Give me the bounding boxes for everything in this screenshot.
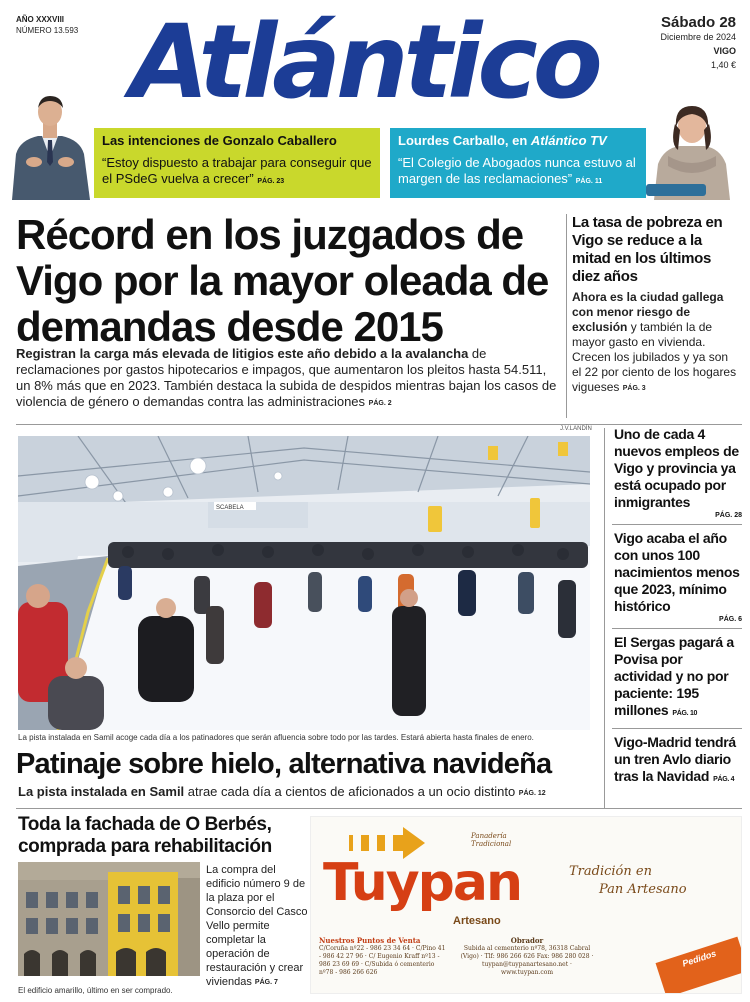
promo-carballo[interactable] [390,128,654,198]
tuypan-advertisement[interactable] [310,816,742,994]
side-divider [604,428,605,808]
lead-page: PÁG. 2 [368,400,392,407]
side-divider-1 [612,524,742,525]
section-divider [16,424,742,425]
year-label: AÑO XXXVIII [16,15,65,24]
tuypan-logo [319,827,549,937]
side-divider-2 [612,628,742,629]
promo-left-quote: “Estoy dispuesto a trabajar para conseguir que el PSdeG vuelva a crecer” PÁG. 23 [102,155,372,186]
side-story-empleos[interactable]: Uno de cada 4 nuevos empleos de Vigo y provincia ya está ocupado por inmigrantes PÁG. 28 [614,426,742,519]
edition-city: VIGO [713,46,736,56]
promo-right-heading: Lourdes Carballo, en Atlántico TV [398,133,607,148]
lead-headline[interactable]: Récord en los juzgados de Vigo por la mayor oleada de demandas desde 2015 [16,211,549,350]
ad-brand-sub: Artesano [453,915,501,927]
carballo-portrait [646,100,738,200]
ad-slogan: Tradición en Pan Artesano [569,864,687,897]
atlantico-tv-label: Atlántico TV [530,133,607,148]
ad-obrador: Obrador Subida al cementerio nº78, 36318 Cabral (Vigo) · Tlf: 986 266 626 Fax: 986 280 028 · tuypan@tuypanartesano.net · www.tuypan.com [460,936,594,976]
berbes-building-photo[interactable] [18,862,200,976]
rink-sign: SCABELA [216,505,244,511]
promo-right-page: PÁG. 11 [575,178,603,185]
pobreza-story[interactable] [572,214,740,396]
edition-info [16,14,78,36]
column-divider [566,214,567,418]
ad-tagline: Panadería Tradicional [471,832,512,848]
promo-left-heading: Las intenciones de Gonzalo Caballero [102,133,337,148]
ice-rink-photo[interactable] [18,436,590,730]
skating-page: PÁG. 12 [518,790,546,797]
photo-credit: J.V.LANDÍN [560,426,592,432]
skating-headline[interactable]: Patinaje sobre hielo, alternativa navideña [16,748,552,780]
date-day: Sábado 28 [660,14,736,31]
side-story-nacimientos[interactable]: Vigo acaba el año con unos 100 nacimientos menos que 2023, mínimo histórico PÁG. 6 [614,530,742,623]
berbes-summary: La compra del edificio número 9 de la plaza por el Consorcio del Casco Vello permite completar la operación de restauración y crear viviendas PÁG. 7 [206,864,308,988]
pobreza-text: Ahora es la ciudad gallega con menor riesgo de exclusión y también la de mayor gasto en vivienda. Crecen los jubilados y ya son el 22 por ciento de los hogares vigueses PÁG. 3 [572,290,737,394]
side-divider-3 [612,728,742,729]
pobreza-headline: La tasa de pobreza en Vigo se reduce a la mitad en los últimos diez años [572,214,723,285]
price: 1,40 € [710,60,736,70]
photo-caption: La pista instalada en Samil acoge cada día a los patinadores que serán afluencia sobre todo por las tardes. Estará abierta hasta finales de enero. [18,733,534,742]
newspaper-logo[interactable]: Atlántico [130,3,598,122]
skating-summary: La pista instalada en Samil atrae cada día a cientos de aficionados a un ocio distinto PÁG. 12 [18,784,546,799]
issue-number: NÚMERO 13.593 [16,26,79,35]
sergas-page: PÁG. 10 [672,710,698,717]
date-month: Diciembre de 2024 [660,32,736,42]
berbes-page: PÁG. 7 [254,979,278,986]
promo-left-page: PÁG. 23 [257,178,285,185]
ad-pedidos-badge: Pedidos [656,937,742,994]
promo-caballero[interactable] [94,128,380,198]
lead-summary: Registran la carga más elevada de litigios este año debido a la avalancha de reclamaciones por gastos hipotecarios e impagos, que aumentaron los pleitos hasta 54.511, un 8% más que en 2023. También destaca la subida de despidos mientras bajan los casos de violencia de género o demandas contra las administraciones PÁG. 2 [16,346,557,409]
side-story-sergas[interactable]: El Sergas pagará a Povisa por actividad y no por paciente: 195 millones PÁG. 10 [614,634,734,718]
side-story-avlo[interactable]: Vigo-Madrid tendrá un tren Avlo diario tras la Navidad PÁG. 4 [614,734,736,784]
berbes-headline[interactable]: Toda la fachada de O Berbés, comprada para rehabilitación [18,814,272,857]
ad-brand: Tuypan [323,853,522,913]
ad-points-of-sale: Nuestros Puntos de Venta C/Coruña nº22 - 986 23 34 64 · C/Pino 41 - 986 42 27 96 · C/ Eugenio Kraff nº13 - 986 23 69 69 · C/Subida ó cementerio nº78 - 986 266 626 [319,936,446,976]
pobreza-page: PÁG. 3 [622,385,646,392]
avlo-page: PÁG. 4 [713,776,735,783]
berbes-caption: El edificio amarillo, último en ser comprado. [18,986,173,995]
bottom-divider [16,808,742,809]
promo-right-quote: “El Colegio de Abogados nunca estuvo al margen de las reclamaciones” PÁG. 11 [398,155,636,186]
caballero-portrait [6,92,94,200]
date-info [660,14,736,70]
